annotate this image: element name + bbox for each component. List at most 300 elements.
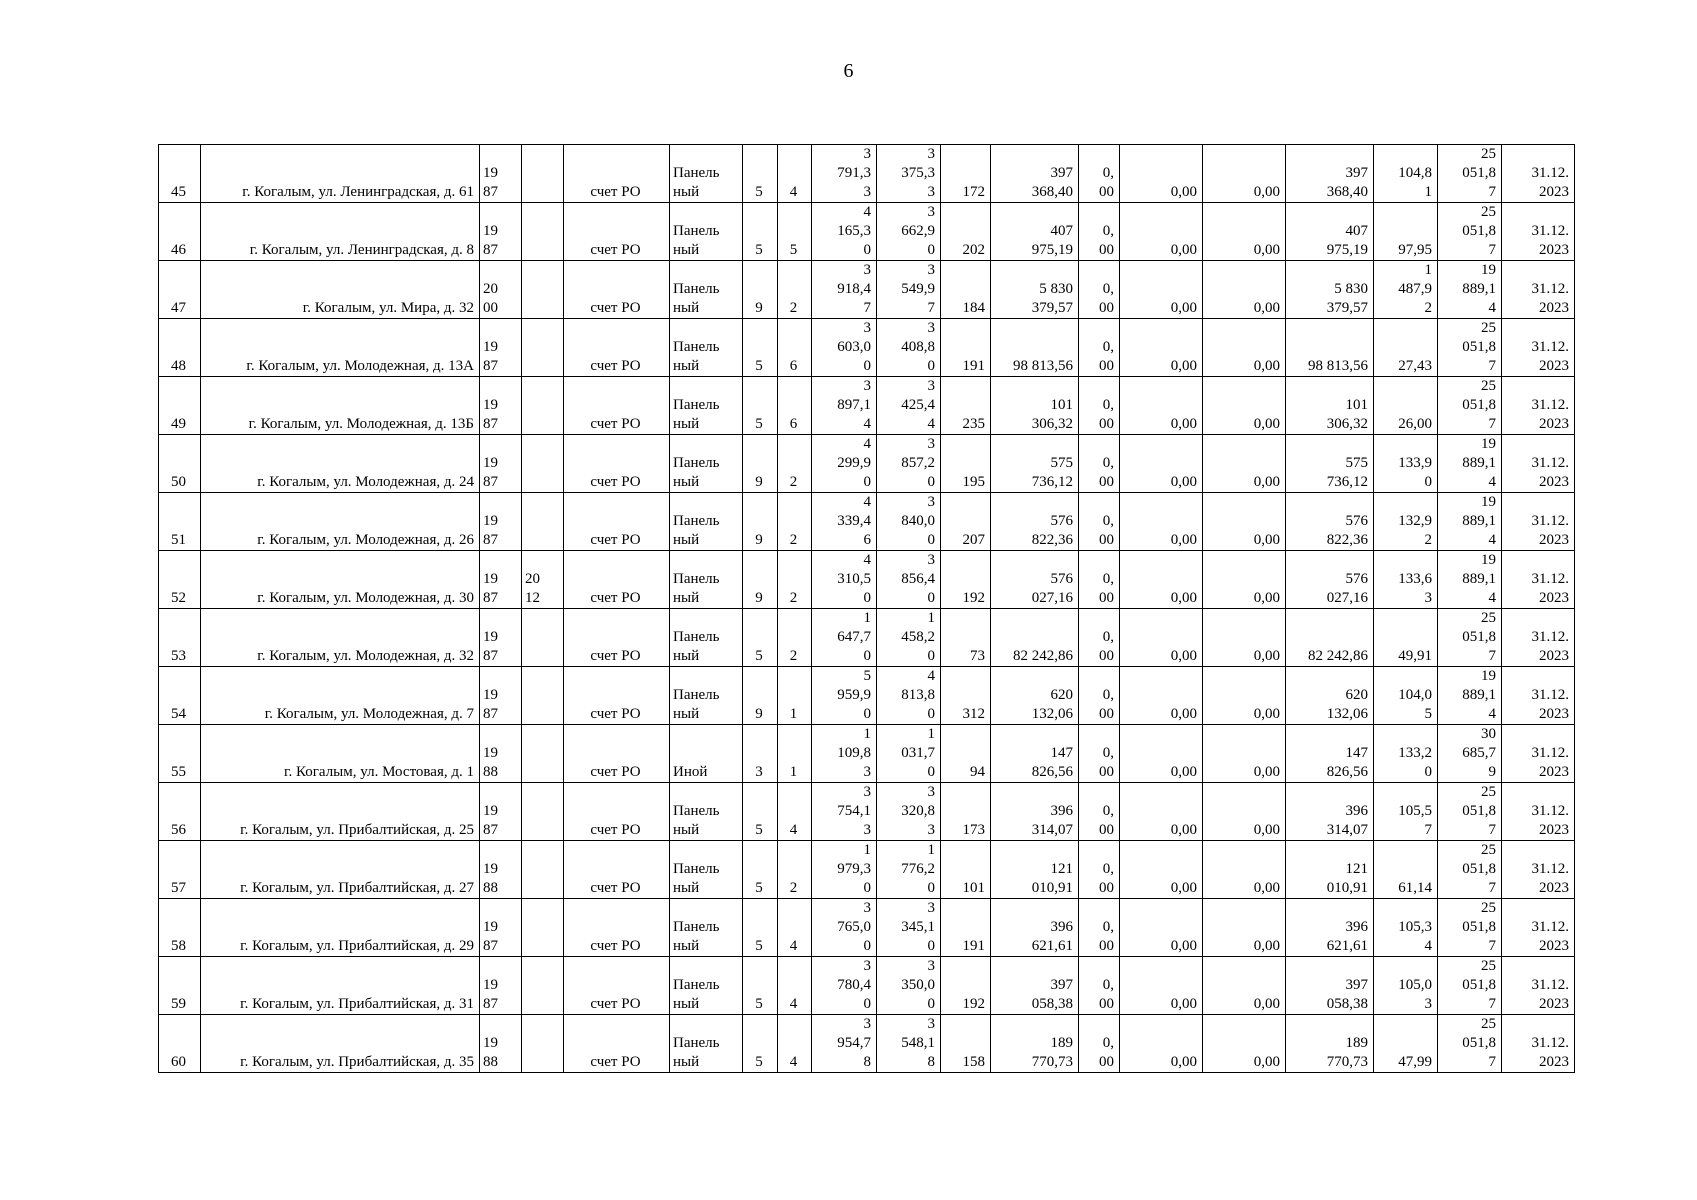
max-unit-cost-cell: 19 889,1 4	[1438, 667, 1502, 725]
commission-year-cell: 19 87	[480, 319, 522, 377]
renovation-year-cell	[522, 145, 564, 203]
planned-date-cell: 31.12. 2023	[1502, 493, 1575, 551]
cost-source-2-cell: 0,00	[1120, 609, 1203, 667]
wall-material-cell: Панель ный	[670, 493, 743, 551]
address-cell: г. Когалым, ул. Прибалтийская, д. 31	[201, 957, 480, 1015]
unit-cost-cell: 47,99	[1374, 1015, 1438, 1073]
cost-owners-cell: 101 306,32	[1286, 377, 1374, 435]
total-cost-cell: 576 822,36	[991, 493, 1079, 551]
residents-cell: 173	[941, 783, 991, 841]
commission-year-cell: 20 00	[480, 261, 522, 319]
planned-date-cell: 31.12. 2023	[1502, 319, 1575, 377]
table-row	[159, 493, 1575, 551]
cost-owners-cell: 407 975,19	[1286, 203, 1374, 261]
cost-source-3-cell: 0,00	[1203, 1015, 1286, 1073]
max-unit-cost-cell: 19 889,1 4	[1438, 551, 1502, 609]
planned-date-cell: 31.12. 2023	[1502, 203, 1575, 261]
residents-cell: 312	[941, 667, 991, 725]
planned-date-cell: 31.12. 2023	[1502, 841, 1575, 899]
total-area-cell: 5 959,9 0	[812, 667, 877, 725]
cost-source-3-cell: 0,00	[1203, 319, 1286, 377]
row-number: 48	[159, 319, 201, 377]
living-area-cell: 3 350,0 0	[877, 957, 941, 1015]
total-cost-cell: 397 368,40	[991, 145, 1079, 203]
cost-source-1-cell: 0, 00	[1079, 667, 1120, 725]
row-number: 47	[159, 261, 201, 319]
entrances-cell: 1	[778, 667, 812, 725]
wall-material-cell: Панель ный	[670, 261, 743, 319]
living-area-cell: 3 662,9 0	[877, 203, 941, 261]
floors-cell: 5	[743, 1015, 778, 1073]
renovation-year-cell	[522, 841, 564, 899]
unit-cost-cell: 61,14	[1374, 841, 1438, 899]
commission-year-cell: 19 87	[480, 609, 522, 667]
total-area-cell: 1 109,8 3	[812, 725, 877, 783]
living-area-cell: 1 458,2 0	[877, 609, 941, 667]
total-area-cell: 3 603,0 0	[812, 319, 877, 377]
commission-year-cell: 19 87	[480, 377, 522, 435]
cost-owners-cell: 620 132,06	[1286, 667, 1374, 725]
commission-year-cell: 19 87	[480, 435, 522, 493]
fund-method-cell: счет РО	[564, 899, 670, 957]
cost-source-3-cell: 0,00	[1203, 667, 1286, 725]
cost-source-2-cell: 0,00	[1120, 203, 1203, 261]
table-row	[159, 783, 1575, 841]
residents-cell: 172	[941, 145, 991, 203]
cost-source-1-cell: 0, 00	[1079, 203, 1120, 261]
cost-source-2-cell: 0,00	[1120, 319, 1203, 377]
table-row	[159, 609, 1575, 667]
address-cell: г. Когалым, ул. Прибалтийская, д. 27	[201, 841, 480, 899]
commission-year-cell: 19 87	[480, 899, 522, 957]
floors-cell: 3	[743, 725, 778, 783]
commission-year-cell: 19 88	[480, 841, 522, 899]
table-row	[159, 261, 1575, 319]
table-row	[159, 841, 1575, 899]
total-area-cell: 3 754,1 3	[812, 783, 877, 841]
total-area-cell: 3 765,0 0	[812, 899, 877, 957]
cost-source-2-cell: 0,00	[1120, 261, 1203, 319]
entrances-cell: 4	[778, 783, 812, 841]
row-number: 53	[159, 609, 201, 667]
entrances-cell: 2	[778, 551, 812, 609]
renovation-year-cell	[522, 377, 564, 435]
cost-source-2-cell: 0,00	[1120, 899, 1203, 957]
renovation-year-cell	[522, 957, 564, 1015]
total-cost-cell: 98 813,56	[991, 319, 1079, 377]
total-cost-cell: 575 736,12	[991, 435, 1079, 493]
cost-source-1-cell: 0, 00	[1079, 435, 1120, 493]
row-number: 55	[159, 725, 201, 783]
living-area-cell: 3 345,1 0	[877, 899, 941, 957]
cost-source-3-cell: 0,00	[1203, 551, 1286, 609]
wall-material-cell: Панель ный	[670, 1015, 743, 1073]
cost-source-2-cell: 0,00	[1120, 841, 1203, 899]
entrances-cell: 2	[778, 841, 812, 899]
page-number: 6	[843, 60, 854, 82]
living-area-cell: 3 856,4 0	[877, 551, 941, 609]
residents-cell: 202	[941, 203, 991, 261]
fund-method-cell: счет РО	[564, 435, 670, 493]
fund-method-cell: счет РО	[564, 957, 670, 1015]
planned-date-cell: 31.12. 2023	[1502, 435, 1575, 493]
row-number: 51	[159, 493, 201, 551]
cost-owners-cell: 396 621,61	[1286, 899, 1374, 957]
address-cell: г. Когалым, ул. Прибалтийская, д. 29	[201, 899, 480, 957]
residents-cell: 184	[941, 261, 991, 319]
max-unit-cost-cell: 25 051,8 7	[1438, 377, 1502, 435]
commission-year-cell: 19 88	[480, 725, 522, 783]
residents-cell: 207	[941, 493, 991, 551]
max-unit-cost-cell: 25 051,8 7	[1438, 609, 1502, 667]
floors-cell: 9	[743, 551, 778, 609]
cost-owners-cell: 576 027,16	[1286, 551, 1374, 609]
row-number: 49	[159, 377, 201, 435]
renovation-year-cell: 20 12	[522, 551, 564, 609]
cost-owners-cell: 82 242,86	[1286, 609, 1374, 667]
entrances-cell: 4	[778, 957, 812, 1015]
cost-owners-cell: 397 368,40	[1286, 145, 1374, 203]
unit-cost-cell: 133,6 3	[1374, 551, 1438, 609]
total-cost-cell: 396 314,07	[991, 783, 1079, 841]
max-unit-cost-cell: 25 051,8 7	[1438, 783, 1502, 841]
cost-source-3-cell: 0,00	[1203, 435, 1286, 493]
floors-cell: 5	[743, 957, 778, 1015]
total-area-cell: 3 897,1 4	[812, 377, 877, 435]
max-unit-cost-cell: 25 051,8 7	[1438, 203, 1502, 261]
living-area-cell: 3 549,9 7	[877, 261, 941, 319]
wall-material-cell: Панель ный	[670, 319, 743, 377]
wall-material-cell: Панель ный	[670, 899, 743, 957]
unit-cost-cell: 26,00	[1374, 377, 1438, 435]
wall-material-cell: Панель ный	[670, 841, 743, 899]
unit-cost-cell: 104,8 1	[1374, 145, 1438, 203]
floors-cell: 5	[743, 145, 778, 203]
table-row	[159, 319, 1575, 377]
cost-source-3-cell: 0,00	[1203, 377, 1286, 435]
address-cell: г. Когалым, ул. Молодежная, д. 24	[201, 435, 480, 493]
wall-material-cell: Панель ный	[670, 203, 743, 261]
entrances-cell: 2	[778, 435, 812, 493]
entrances-cell: 4	[778, 1015, 812, 1073]
row-number: 56	[159, 783, 201, 841]
total-area-cell: 1 979,3 0	[812, 841, 877, 899]
commission-year-cell: 19 87	[480, 551, 522, 609]
cost-source-3-cell: 0,00	[1203, 899, 1286, 957]
row-number: 52	[159, 551, 201, 609]
unit-cost-cell: 132,9 2	[1374, 493, 1438, 551]
total-area-cell: 3 954,7 8	[812, 1015, 877, 1073]
wall-material-cell: Панель ный	[670, 377, 743, 435]
cost-source-1-cell: 0, 00	[1079, 261, 1120, 319]
unit-cost-cell: 97,95	[1374, 203, 1438, 261]
living-area-cell: 3 425,4 4	[877, 377, 941, 435]
cost-source-1-cell: 0, 00	[1079, 899, 1120, 957]
cost-source-1-cell: 0, 00	[1079, 957, 1120, 1015]
cost-source-2-cell: 0,00	[1120, 493, 1203, 551]
living-area-cell: 3 857,2 0	[877, 435, 941, 493]
cost-source-2-cell: 0,00	[1120, 667, 1203, 725]
cost-source-2-cell: 0,00	[1120, 783, 1203, 841]
renovation-year-cell	[522, 783, 564, 841]
max-unit-cost-cell: 30 685,7 9	[1438, 725, 1502, 783]
floors-cell: 5	[743, 899, 778, 957]
address-cell: г. Когалым, ул. Молодежная, д. 13А	[201, 319, 480, 377]
cost-source-1-cell: 0, 00	[1079, 493, 1120, 551]
address-cell: г. Когалым, ул. Прибалтийская, д. 25	[201, 783, 480, 841]
table-row	[159, 551, 1575, 609]
living-area-cell: 3 548,1 8	[877, 1015, 941, 1073]
living-area-cell: 1 031,7 0	[877, 725, 941, 783]
cost-source-2-cell: 0,00	[1120, 145, 1203, 203]
row-number: 58	[159, 899, 201, 957]
max-unit-cost-cell: 25 051,8 7	[1438, 145, 1502, 203]
unit-cost-cell: 105,3 4	[1374, 899, 1438, 957]
commission-year-cell: 19 87	[480, 667, 522, 725]
total-cost-cell: 189 770,73	[991, 1015, 1079, 1073]
unit-cost-cell: 1 487,9 2	[1374, 261, 1438, 319]
cost-source-1-cell: 0, 00	[1079, 609, 1120, 667]
living-area-cell: 1 776,2 0	[877, 841, 941, 899]
cost-source-1-cell: 0, 00	[1079, 783, 1120, 841]
fund-method-cell: счет РО	[564, 609, 670, 667]
total-cost-cell: 147 826,56	[991, 725, 1079, 783]
total-area-cell: 4 165,3 0	[812, 203, 877, 261]
cost-owners-cell: 147 826,56	[1286, 725, 1374, 783]
address-cell: г. Когалым, ул. Ленинградская, д. 61	[201, 145, 480, 203]
commission-year-cell: 19 87	[480, 783, 522, 841]
total-cost-cell: 407 975,19	[991, 203, 1079, 261]
commission-year-cell: 19 87	[480, 957, 522, 1015]
address-cell: г. Когалым, ул. Молодежная, д. 26	[201, 493, 480, 551]
cost-owners-cell: 575 736,12	[1286, 435, 1374, 493]
address-cell: г. Когалым, ул. Мостовая, д. 1	[201, 725, 480, 783]
cost-source-3-cell: 0,00	[1203, 957, 1286, 1015]
total-cost-cell: 82 242,86	[991, 609, 1079, 667]
address-cell: г. Когалым, ул. Молодежная, д. 30	[201, 551, 480, 609]
total-cost-cell: 121 010,91	[991, 841, 1079, 899]
table-row	[159, 667, 1575, 725]
residents-cell: 235	[941, 377, 991, 435]
residents-cell: 192	[941, 957, 991, 1015]
residents-cell: 195	[941, 435, 991, 493]
fund-method-cell: счет РО	[564, 145, 670, 203]
unit-cost-cell: 133,9 0	[1374, 435, 1438, 493]
total-area-cell: 3 918,4 7	[812, 261, 877, 319]
renovation-year-cell	[522, 493, 564, 551]
planned-date-cell: 31.12. 2023	[1502, 551, 1575, 609]
cost-source-2-cell: 0,00	[1120, 551, 1203, 609]
entrances-cell: 6	[778, 319, 812, 377]
renovation-year-cell	[522, 667, 564, 725]
address-cell: г. Когалым, ул. Мира, д. 32	[201, 261, 480, 319]
unit-cost-cell: 49,91	[1374, 609, 1438, 667]
renovation-year-cell	[522, 261, 564, 319]
cost-source-1-cell: 0, 00	[1079, 377, 1120, 435]
total-cost-cell: 576 027,16	[991, 551, 1079, 609]
entrances-cell: 5	[778, 203, 812, 261]
planned-date-cell: 31.12. 2023	[1502, 725, 1575, 783]
renovation-year-cell	[522, 609, 564, 667]
floors-cell: 5	[743, 783, 778, 841]
total-cost-cell: 620 132,06	[991, 667, 1079, 725]
address-cell: г. Когалым, ул. Прибалтийская, д. 35	[201, 1015, 480, 1073]
entrances-cell: 2	[778, 609, 812, 667]
wall-material-cell: Панель ный	[670, 783, 743, 841]
cost-source-1-cell: 0, 00	[1079, 319, 1120, 377]
fund-method-cell: счет РО	[564, 493, 670, 551]
planned-date-cell: 31.12. 2023	[1502, 667, 1575, 725]
fund-method-cell: счет РО	[564, 319, 670, 377]
fund-method-cell: счет РО	[564, 841, 670, 899]
cost-source-1-cell: 0, 00	[1079, 145, 1120, 203]
planned-date-cell: 31.12. 2023	[1502, 145, 1575, 203]
row-number: 54	[159, 667, 201, 725]
cost-source-1-cell: 0, 00	[1079, 841, 1120, 899]
living-area-cell: 3 320,8 3	[877, 783, 941, 841]
max-unit-cost-cell: 25 051,8 7	[1438, 841, 1502, 899]
planned-date-cell: 31.12. 2023	[1502, 783, 1575, 841]
wall-material-cell: Панель ный	[670, 667, 743, 725]
fund-method-cell: счет РО	[564, 783, 670, 841]
table-row	[159, 899, 1575, 957]
living-area-cell: 3 375,3 3	[877, 145, 941, 203]
cost-source-1-cell: 0, 00	[1079, 725, 1120, 783]
renovation-year-cell	[522, 203, 564, 261]
fund-method-cell: счет РО	[564, 261, 670, 319]
renovation-year-cell	[522, 725, 564, 783]
cost-source-2-cell: 0,00	[1120, 1015, 1203, 1073]
total-area-cell: 4 310,5 0	[812, 551, 877, 609]
max-unit-cost-cell: 25 051,8 7	[1438, 899, 1502, 957]
renovation-year-cell	[522, 435, 564, 493]
residents-cell: 101	[941, 841, 991, 899]
max-unit-cost-cell: 25 051,8 7	[1438, 1015, 1502, 1073]
table-row	[159, 203, 1575, 261]
wall-material-cell: Панель ный	[670, 145, 743, 203]
cost-source-3-cell: 0,00	[1203, 841, 1286, 899]
max-unit-cost-cell: 19 889,1 4	[1438, 493, 1502, 551]
table-row	[159, 377, 1575, 435]
row-number: 60	[159, 1015, 201, 1073]
total-cost-cell: 397 058,38	[991, 957, 1079, 1015]
planned-date-cell: 31.12. 2023	[1502, 1015, 1575, 1073]
planned-date-cell: 31.12. 2023	[1502, 609, 1575, 667]
residents-cell: 191	[941, 899, 991, 957]
row-number: 45	[159, 145, 201, 203]
commission-year-cell: 19 87	[480, 493, 522, 551]
unit-cost-cell: 105,0 3	[1374, 957, 1438, 1015]
cost-source-3-cell: 0,00	[1203, 145, 1286, 203]
entrances-cell: 6	[778, 377, 812, 435]
planned-date-cell: 31.12. 2023	[1502, 957, 1575, 1015]
max-unit-cost-cell: 19 889,1 4	[1438, 435, 1502, 493]
max-unit-cost-cell: 25 051,8 7	[1438, 957, 1502, 1015]
cost-source-3-cell: 0,00	[1203, 203, 1286, 261]
cost-source-2-cell: 0,00	[1120, 725, 1203, 783]
fund-method-cell: счет РО	[564, 725, 670, 783]
entrances-cell: 2	[778, 493, 812, 551]
wall-material-cell: Панель ный	[670, 435, 743, 493]
entrances-cell: 2	[778, 261, 812, 319]
fund-method-cell: счет РО	[564, 667, 670, 725]
cost-source-3-cell: 0,00	[1203, 261, 1286, 319]
wall-material-cell: Панель ный	[670, 609, 743, 667]
max-unit-cost-cell: 25 051,8 7	[1438, 319, 1502, 377]
row-number: 46	[159, 203, 201, 261]
address-cell: г. Когалым, ул. Молодежная, д. 13Б	[201, 377, 480, 435]
address-cell: г. Когалым, ул. Молодежная, д. 32	[201, 609, 480, 667]
table-body	[159, 145, 1575, 1073]
living-area-cell: 3 840,0 0	[877, 493, 941, 551]
table-row	[159, 1015, 1575, 1073]
renovation-year-cell	[522, 899, 564, 957]
living-area-cell: 4 813,8 0	[877, 667, 941, 725]
fund-method-cell: счет РО	[564, 551, 670, 609]
row-number: 59	[159, 957, 201, 1015]
planned-date-cell: 31.12. 2023	[1502, 899, 1575, 957]
cost-owners-cell: 396 314,07	[1286, 783, 1374, 841]
commission-year-cell: 19 87	[480, 145, 522, 203]
total-cost-cell: 101 306,32	[991, 377, 1079, 435]
cost-source-3-cell: 0,00	[1203, 609, 1286, 667]
floors-cell: 9	[743, 493, 778, 551]
wall-material-cell: Панель ный	[670, 551, 743, 609]
residents-cell: 191	[941, 319, 991, 377]
max-unit-cost-cell: 19 889,1 4	[1438, 261, 1502, 319]
total-area-cell: 4 339,4 6	[812, 493, 877, 551]
address-cell: г. Когалым, ул. Молодежная, д. 7	[201, 667, 480, 725]
floors-cell: 5	[743, 841, 778, 899]
cost-owners-cell: 576 822,36	[1286, 493, 1374, 551]
entrances-cell: 1	[778, 725, 812, 783]
table-row	[159, 435, 1575, 493]
table-row	[159, 145, 1575, 203]
floors-cell: 9	[743, 667, 778, 725]
wall-material-cell: Панель ный	[670, 957, 743, 1015]
floors-cell: 9	[743, 261, 778, 319]
floors-cell: 9	[743, 435, 778, 493]
total-cost-cell: 396 621,61	[991, 899, 1079, 957]
total-area-cell: 3 780,4 0	[812, 957, 877, 1015]
cost-source-3-cell: 0,00	[1203, 725, 1286, 783]
floors-cell: 5	[743, 609, 778, 667]
total-area-cell: 4 299,9 0	[812, 435, 877, 493]
cost-source-2-cell: 0,00	[1120, 377, 1203, 435]
fund-method-cell: счет РО	[564, 377, 670, 435]
table-row	[159, 957, 1575, 1015]
commission-year-cell: 19 88	[480, 1015, 522, 1073]
floors-cell: 5	[743, 319, 778, 377]
residents-cell: 94	[941, 725, 991, 783]
cost-owners-cell: 98 813,56	[1286, 319, 1374, 377]
buildings-table	[158, 144, 1575, 1073]
cost-owners-cell: 121 010,91	[1286, 841, 1374, 899]
fund-method-cell: счет РО	[564, 203, 670, 261]
renovation-year-cell	[522, 319, 564, 377]
floors-cell: 5	[743, 203, 778, 261]
unit-cost-cell: 105,5 7	[1374, 783, 1438, 841]
residents-cell: 158	[941, 1015, 991, 1073]
cost-source-1-cell: 0, 00	[1079, 551, 1120, 609]
entrances-cell: 4	[778, 145, 812, 203]
unit-cost-cell: 27,43	[1374, 319, 1438, 377]
renovation-year-cell	[522, 1015, 564, 1073]
cost-owners-cell: 189 770,73	[1286, 1015, 1374, 1073]
unit-cost-cell: 104,0 5	[1374, 667, 1438, 725]
wall-material-cell: Иной	[670, 725, 743, 783]
floors-cell: 5	[743, 377, 778, 435]
